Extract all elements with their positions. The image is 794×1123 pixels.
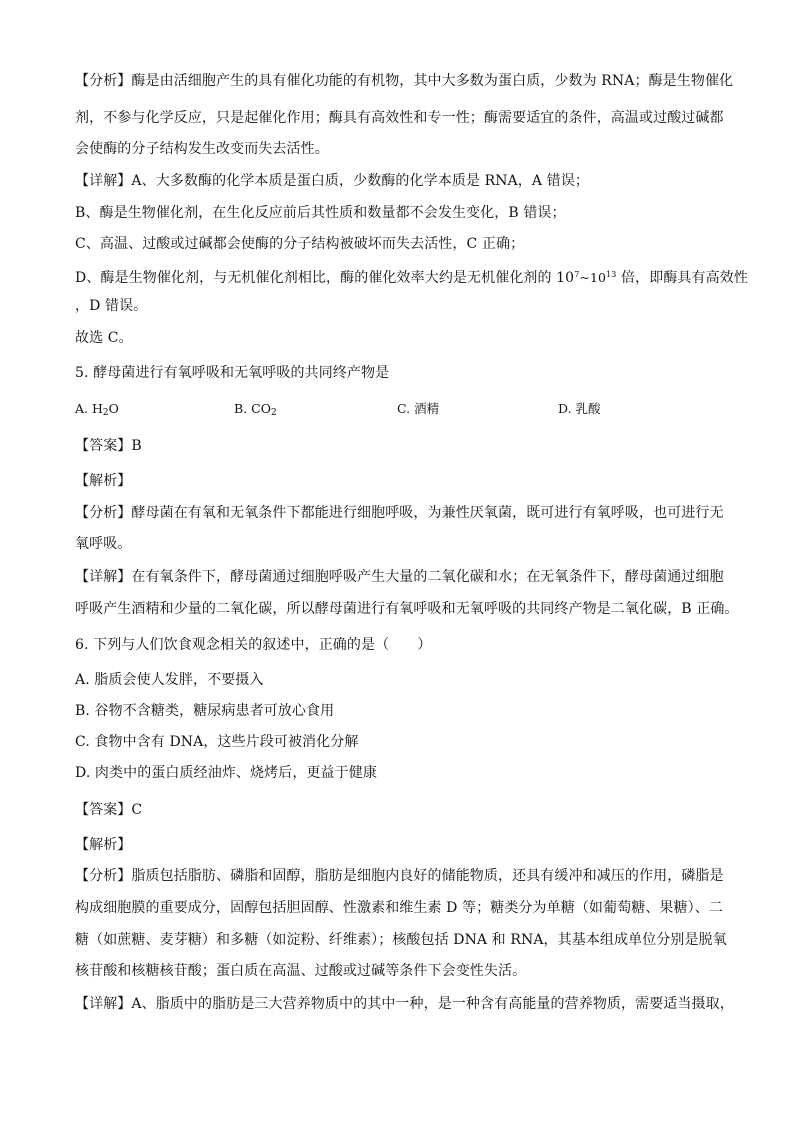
- q4-detail-b: B、酶是生物催化剂，在生化反应前后其性质和数量都不会发生变化，B 错误；: [75, 205, 566, 221]
- q5-answer: 【答案】B: [75, 438, 142, 454]
- analysis-tag: 【分析】: [75, 505, 132, 521]
- q5-option-b: B. $CO_2$: [234, 401, 277, 418]
- q5-stem: 5. 酵母菌进行有氧呼吸和无氧呼吸的共同终产物是: [75, 365, 390, 381]
- q5-option-d: D. 乳酸: [558, 401, 601, 416]
- q6-option-a: A. 脂质会使人发胖，不要摄入: [75, 672, 264, 688]
- answer-tag: 【答案】: [75, 438, 132, 454]
- q6-detail-line-1: 【详解】A、脂质中的脂肪是三大营养物质中的其中一种，是一种含有高能量的营养物质，需要适当摄取，: [75, 996, 734, 1012]
- q5-analysis-line-1: 【分析】酵母菌在有氧和无氧条件下都能进行细胞呼吸，为兼性厌氧菌，既可进行有氧呼吸，也可进行无: [75, 505, 724, 521]
- q6-answer: 【答案】C: [75, 802, 143, 818]
- q6-analysis-line-2: 构成细胞膜的重要成分，固醇包括胆固醇、性激素和维生素 D 等；糖类分为单糖（如葡萄糖、果糖）、二: [75, 900, 723, 916]
- answer-tag: 【答案】: [75, 802, 132, 818]
- detail-tag: 【详解】: [75, 996, 132, 1012]
- q4-detail-a: 【详解】A、大多数酶的化学本质是蛋白质，少数酶的化学本质是 RNA，A 错误；: [75, 173, 589, 189]
- q5-explain-tag: 【解析】: [75, 473, 132, 489]
- q5-analysis-line-2: 氧呼吸。: [75, 536, 132, 552]
- q4-analysis-line-1: 【分析】酶是由活细胞产生的具有催化功能的有机物，其中大多数为蛋白质，少数为 RNA；酶是生物催化: [75, 73, 734, 89]
- q6-option-d: D. 肉类中的蛋白质经油炸、烧烤后，更益于健康: [75, 765, 377, 781]
- q6-analysis-line-3: 糖（如蔗糖、麦芽糖）和多糖（如淀粉、纤维素）；核酸包括 DNA 和 RNA，其基本组成单位分别是脱氧: [75, 932, 727, 948]
- detail-tag: 【详解】: [75, 173, 132, 189]
- q5-option-a: A. $H_2O$: [75, 401, 119, 418]
- q4-detail-d-line-1: D、酶是生物催化剂，与无机催化剂相比，酶的催化效率大约是无机催化剂的 $10^7\sim 10^{13}$ 倍，即酶具有高效性: [75, 270, 748, 286]
- q6-option-b: B. 谷物不含糖类，糖尿病患者可放心食用: [75, 703, 335, 719]
- q6-option-c: C. 食物中含有 DNA，这些片段可被消化分解: [75, 734, 359, 750]
- q5-detail-line-2: 呼吸产生酒精和少量的二氧化碳，所以酵母菌进行有氧呼吸和无氧呼吸的共同终产物是二氧化碳，B 正确。: [75, 601, 739, 617]
- q4-analysis-line-2: 剂，不参与化学反应，只是起催化作用；酶具有高效性和专一性；酶需要适宜的条件，高温或过酸过碱都: [75, 110, 724, 126]
- q6-analysis-line-4: 核苷酸和核糖核苷酸；蛋白质在高温、过酸或过碱等条件下会变性失活。: [75, 963, 527, 979]
- q4-detail-d-line-2: ，D 错误。: [75, 298, 148, 314]
- q6-stem: 6. 下列与人们饮食观念相关的叙述中，正确的是（ ）: [75, 637, 432, 653]
- q4-analysis-line-3: 会使酶的分子结构发生改变而失去活性。: [75, 141, 329, 157]
- detail-tag: 【详解】: [75, 569, 132, 585]
- analysis-tag: 【分析】: [75, 73, 132, 89]
- analysis-tag: 【分析】: [75, 868, 132, 884]
- q5-option-c: C. 酒精: [397, 401, 440, 416]
- q5-detail-line-1: 【详解】在有氧条件下，酵母菌通过细胞呼吸产生大量的二氧化碳和水；在无氧条件下，酵母菌通过细胞: [75, 569, 724, 585]
- q6-explain-tag: 【解析】: [75, 837, 132, 853]
- q4-conclusion: 故选 C。: [75, 330, 133, 346]
- q4-detail-c: C、高温、过酸或过碱都会使酶的分子结构被破坏而失去活性，C 正确；: [75, 236, 525, 252]
- q6-analysis-line-1: 【分析】脂质包括脂肪、磷脂和固醇，脂肪是细胞内良好的储能物质，还具有缓冲和减压的作用，磷脂是: [75, 868, 724, 884]
